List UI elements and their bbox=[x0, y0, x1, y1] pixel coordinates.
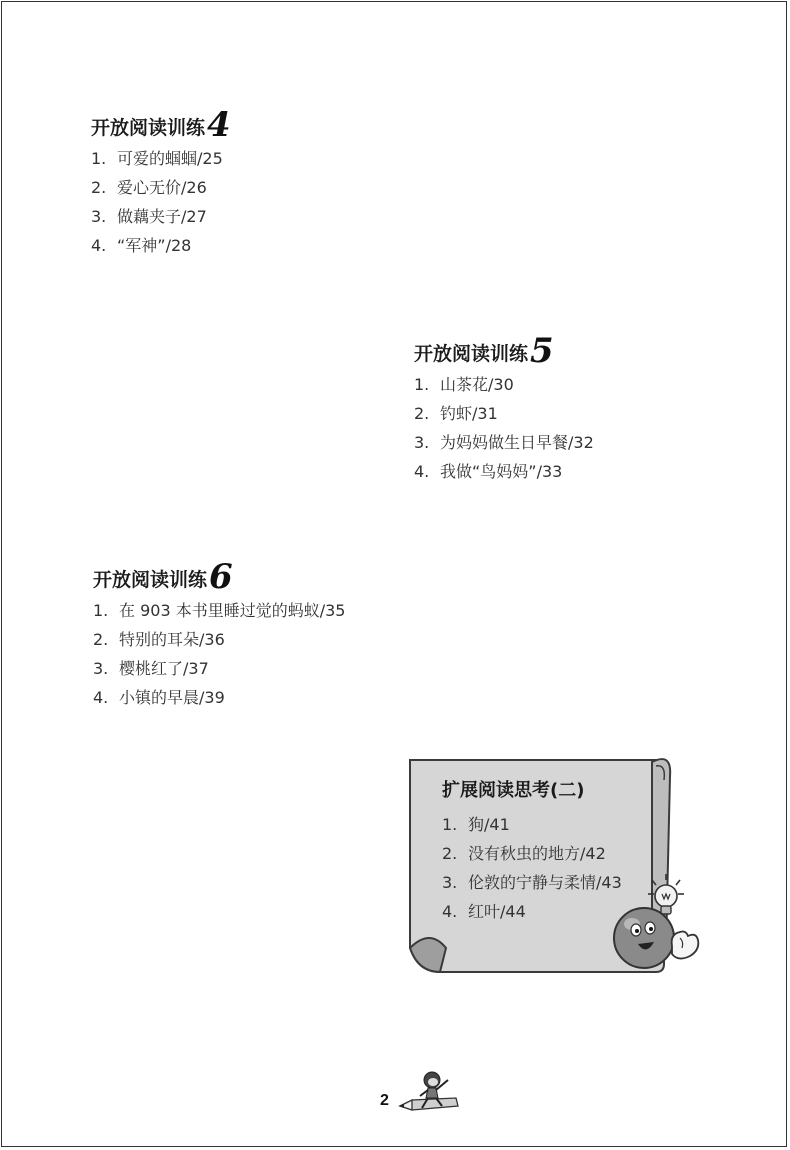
toc-list bbox=[442, 810, 622, 926]
section-title-text: 开放阅读训练 bbox=[93, 569, 208, 591]
toc-item[interactable]: 3. 樱桃红了/37 bbox=[93, 659, 209, 678]
toc-item[interactable]: 2. 特别的耳朵/36 bbox=[93, 630, 225, 649]
page-number: 2 bbox=[380, 1092, 389, 1109]
section-6 bbox=[93, 556, 345, 712]
toc-list bbox=[414, 370, 594, 486]
section-title bbox=[414, 330, 594, 371]
toc-item[interactable]: 1. 可爱的蝈蝈/25 bbox=[91, 149, 223, 168]
toc-item[interactable]: 2. 没有秋虫的地方/42 bbox=[442, 844, 606, 863]
toc-item[interactable]: 1. 山茶花/30 bbox=[414, 375, 514, 394]
section-title bbox=[91, 104, 231, 145]
section-title bbox=[93, 556, 345, 597]
toc-list bbox=[93, 596, 345, 712]
toc-item[interactable]: 4. 红叶/44 bbox=[442, 902, 526, 921]
extended-title: 扩展阅读思考(二) bbox=[442, 780, 585, 801]
section-4 bbox=[91, 104, 231, 260]
section-5 bbox=[414, 330, 594, 486]
toc-list bbox=[91, 144, 231, 260]
section-number: 5 bbox=[530, 331, 554, 371]
toc-item[interactable]: 3. 伦敦的宁静与柔情/43 bbox=[442, 873, 622, 892]
toc-item[interactable]: 4. “军神”/28 bbox=[91, 236, 192, 255]
toc-item[interactable]: 3. 做藕夹子/27 bbox=[91, 207, 207, 226]
section-title-text: 开放阅读训练 bbox=[91, 117, 206, 139]
toc-item[interactable]: 4. 小镇的早晨/39 bbox=[93, 688, 225, 707]
section-number: 6 bbox=[209, 557, 233, 597]
toc-item[interactable]: 1. 狗/41 bbox=[442, 815, 510, 834]
extended-reading-content bbox=[442, 774, 622, 926]
toc-item[interactable]: 3. 为妈妈做生日早餐/32 bbox=[414, 433, 594, 452]
section-title-text: 开放阅读训练 bbox=[414, 343, 529, 365]
pencil-boy-icon bbox=[398, 1066, 462, 1118]
lightbulb-mascot-icon bbox=[608, 872, 704, 976]
section-number: 4 bbox=[207, 105, 231, 145]
toc-item[interactable]: 4. 我做“鸟妈妈”/33 bbox=[414, 462, 563, 481]
toc-item[interactable]: 2. 钓虾/31 bbox=[414, 404, 498, 423]
toc-item[interactable]: 2. 爱心无价/26 bbox=[91, 178, 207, 197]
toc-item[interactable]: 1. 在 903 本书里睡过觉的蚂蚁/35 bbox=[93, 601, 346, 620]
